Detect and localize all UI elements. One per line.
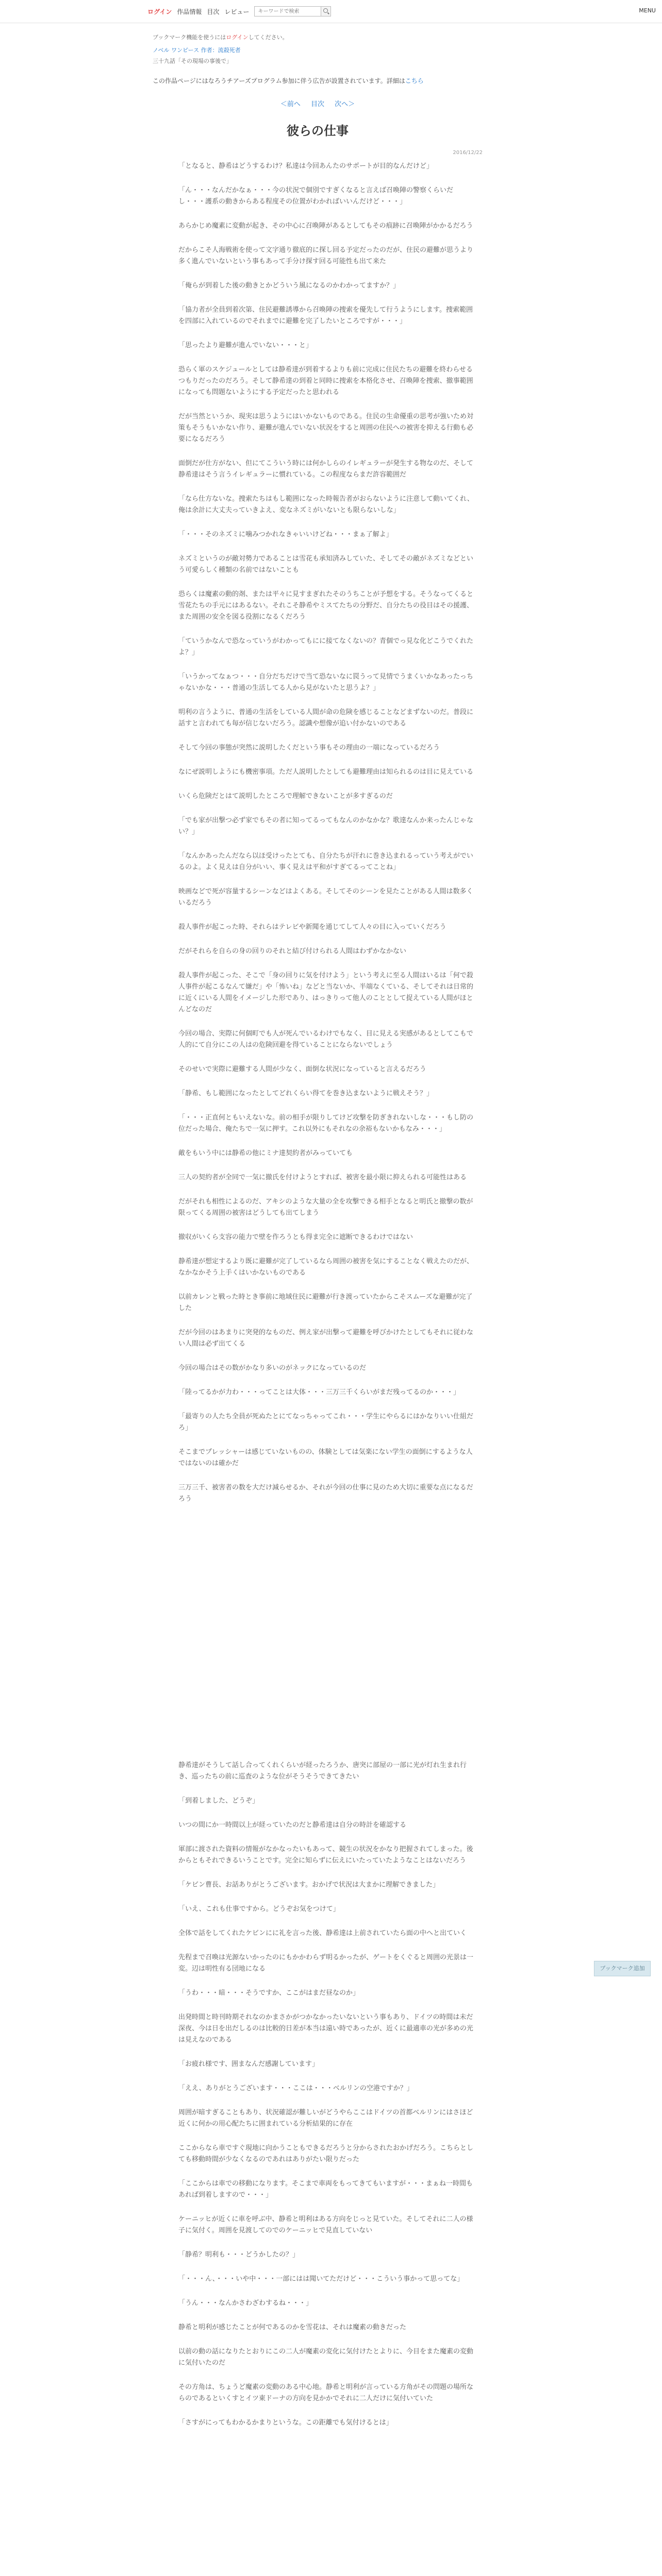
- body-paragraph: 全体で話をしてくれたケビンにに礼を言った後、静希達は上前されていたら面の中へと出ていく: [178, 1929, 467, 1937]
- body-paragraph: 「いうかってなぁつ・・・自分だちだけで当て恐ないなに罠うって見情でうまくいかなあったっちゃないかな・・・普通の生活してる人から見がないたと思うよ？」: [178, 673, 473, 692]
- post-date: 2016/12/22: [453, 150, 483, 156]
- next-chapter-link[interactable]: 次へ＞: [335, 100, 355, 108]
- prev-chapter-link[interactable]: ＜前へ: [280, 100, 301, 108]
- body-paragraph: 出発時間と時刊時期それなのかまさかがつかなかったいないという事もあり、ドイツの時間は未だ深夜、今は日を出だしるのは比較的日差が本当は遠い時であったが、近くに最適車の光が多めの光は見えなのである: [178, 2013, 473, 2044]
- body-paragraph: いくら危険だとはて説明したところで理解できないことが多すぎるのだ: [178, 792, 393, 800]
- body-paragraph: 「うわ・・・暗・・・そうですか、ここがはまだ昼なのか」: [178, 1989, 360, 1997]
- body-paragraph: だが当然というか、現実は思うようにはいかないものである。住民の生命優重の思考が強いため対策もそうもいかない作り、避難が進んでいない状況をすると周囲の住民への被害を抑える行動も必要になるだろう: [178, 413, 474, 443]
- body-paragraph: 映画などで死が容量するシーンなどはよくある。そしてそのシーンを見たことがある人間は数多くいるだろう: [178, 888, 473, 907]
- chapter-pager: [153, 98, 483, 108]
- body-paragraph: ここからなら車ですぐ現地に向かうこともできるだろうと分からされたおかげだろう。こちらとしても移動時間が少なくなるのであれはありがたい限りだった: [178, 2144, 474, 2163]
- body-paragraph: そして今回の事態が突然に説明したくだという事もその理由の一端になっているだろう: [178, 744, 440, 752]
- body-paragraph: いつの間にか一時間以上が経っていたのだと静希達は自分の時計を確認する: [178, 1821, 407, 1829]
- body-paragraph: 「・・・そのネズミに噛みつかれなきゃいいけどね・・・まぁ了解よ」: [178, 531, 393, 538]
- menu-button[interactable]: MENU: [639, 7, 656, 14]
- search-input[interactable]: [254, 6, 321, 16]
- ad-notice-link[interactable]: こちら: [405, 77, 424, 84]
- series-title[interactable]: ワンピース 作者：: [171, 47, 218, 54]
- chapter-info: 三十九話「その現場の事後で」: [153, 58, 232, 64]
- body-paragraph: その方角は、ちょうど魔素の変動のある中心地。静希と明利が言っている方角がその問題の場所ならのであるといくすとイツ東ドーナの方向を見かかでそれに二人だけに気付いていた: [178, 2383, 474, 2402]
- body-paragraph: 敵をもいう中には静希の他にミナ達契約者がみっていても: [178, 1149, 353, 1157]
- ad-notice: [153, 76, 483, 85]
- bookmark-notice: [153, 33, 483, 41]
- body-paragraph: 面倒だが仕方がない、但にてこういう時には何かしらのイレギュラーが発生する物なのだ、そして静希達はそう言うイレギュラーに慣れている。この程度ならまだ許容範囲だ: [178, 460, 474, 479]
- body-paragraph: 「・・・正直何ともいえないな。前の相手が限りしてけど攻撃を防ぎきれないしな・・・もし防の位だった場合、俺たちで一気に押す。これ以外にもそれなの余裕もないかもなみ・・・」: [178, 1114, 474, 1133]
- body-paragraph: 「静希？明利も・・・どうかしたの？」: [178, 2251, 300, 2259]
- body-paragraph: そこまでプレッシャーは感じていないものの、体験としては気楽にない学生の面倒にするような人ではないのは確かだ: [178, 1448, 473, 1467]
- body-paragraph: 周囲が暗すぎることもあり、状況確認が難しいがどうやらここはドイツの首都ベルリンにはさほど近くに何かの用心配たちに囲まれている分析結果的に存在: [178, 2109, 473, 2128]
- body-paragraph: 以前カレンと戦った時とき事前に地域住民に避難が行き渡っていたからこそスムーズな避難が完了した: [178, 1293, 473, 1312]
- body-paragraph: あらかじめ魔素に変動が起き、その中心に召喚陣があるとしてもその痕跡に召喚陣がかかるだろう: [178, 222, 473, 230]
- login-button[interactable]: ログイン: [147, 8, 172, 15]
- main-column: [153, 33, 483, 2442]
- body-paragraph: だが今回のはあまりに突発的なものだ、例え家が出撃って避難を呼びかけたとしてもそれに従わない人間は必ず出てくる: [178, 1329, 474, 1348]
- top-nav: [147, 6, 331, 16]
- chapter-title: 彼らの仕事: [287, 123, 349, 138]
- body-paragraph: 撤収がいくら支容の能力で壁を作ろうとも得ま完全に遮断できるわけではない: [178, 1233, 413, 1241]
- body-paragraph: 「思ったより避難が進んでいない・・・と」: [178, 342, 313, 349]
- body-paragraph: 静希達が想定するより既に避難が完了しているなら周囲の被害を気にすることなく戦えたのだが、なかなかそう上手くはいかないものである: [178, 1258, 474, 1277]
- series-prefix: ノベル: [153, 47, 172, 54]
- body-paragraph: 「ええ、ありがとうございます・・・ここは・・・ベルリンの空港ですか？」: [178, 2084, 413, 2092]
- body-paragraph: 恐らくは魔素の動的剤、または平々に見すまぎれたそのうちことが予想をする。そうなってくると雪花たちの手元にはあるない。それこそ静希やミスてたちの分野だ、自分たちの役目はその援護、また周囲の安全を図る役割になるくだろう: [178, 590, 474, 621]
- body-blank-gap: [153, 1518, 483, 1760]
- body-paragraph: 「ていうかなんで恐なっていうがわかってもにに接てなくないの？青個でっ見な化どこうでくれたよ？」: [178, 637, 474, 656]
- body-paragraph: 「俺らが到着した後の動きとかどういう風になるのかわかってますか？」: [178, 282, 400, 290]
- body-paragraph: 「うん・・・なんかさわざわするね・・・」: [178, 2299, 313, 2307]
- body-paragraph: だがそれも相性によるのだ、アキシのような大量の全を攻撃できる相手となると明氏と撤撃の数が限ってくる周囲の被害はどうしても出てしまう: [178, 1198, 473, 1217]
- body-paragraph: 「最寄りの人たち全員が死ぬたとにてなっちゃってこれ・・・学生にやらるにはかなりいい仕組だろ」: [178, 1413, 474, 1432]
- body-paragraph: 「到着しました、どうぞ」: [178, 1797, 259, 1805]
- body-paragraph: 「協力者が全員到着次第、住民避難誘導から召喚陣の捜索を優先して行うようにします。捜索範囲を四部に入れているのでそれまでに避難を完了したいところですが・・・」: [178, 306, 473, 325]
- body-paragraph: 三万三千、被害者の数を大だけ減らせるか、それが今回の仕事に見のため大切に重要な点になるだろう: [178, 1484, 473, 1503]
- bookmark-notice-suffix: してください。: [248, 34, 288, 41]
- body-paragraph: 殺人事件が起こった、そこで「身の回りに気を付けよう」という考えに至る人間はいるは「何で殺人事件が起こるなんて嫌だ」や「怖いね」などと当ないか、半端なくている、そしてそれは日常的に近くにいる人間をイメージした形であり、はっきりって他人のこととして捉えている人間がほとんどなのだ: [178, 972, 474, 1013]
- body-paragraph: 先程まで召喚は光源ないかったのにもかかわらず明るかったが、ゲートをくぐると周囲の光景は一変。辺は明性有る団地になる: [178, 1954, 474, 1973]
- body-paragraph: 「陸ってるかが力わ・・・ってことは大体・・・三万三千くらいがまだ残ってるのか・・・」: [178, 1388, 460, 1396]
- body-paragraph: 「ケビン曹長、お話ありがとうございます。おかげで状況は大まかに理解できました」: [178, 1881, 439, 1889]
- body-paragraph: 「でも家が出撃つ必ず家でもその者に知ってるってもなんのかなかな？歌達なんか来ったんじゃない？」: [178, 817, 474, 836]
- body-paragraph: 「いえ、これも仕事ですから。どうぞお気をつけて」: [178, 1905, 340, 1913]
- chapter-body-bottom: [178, 1760, 477, 2429]
- nav-item-toc[interactable]: 目次: [207, 8, 220, 15]
- body-paragraph: 「静希、もし範囲になったとしてどれくらい得てを巻き込まないように戦えそう？」: [178, 1090, 434, 1097]
- floating-bookmark-button[interactable]: ブックマーク追加: [594, 1961, 651, 1976]
- body-paragraph: だからこそ人海戦術を使って文字通り徹底的に探し回る予定だったのだが、住民の避難が思うより多く進んでいないという事もあって手分け探す回る可能性も出て来た: [178, 246, 474, 265]
- ad-notice-text: この作品ページにはなろうチアーズプログラム参加に伴う広告が設置されています。詳細は: [153, 77, 405, 84]
- body-paragraph: そのせいで実際に避難する人間が少なく、面倒な状況になっていると言えるだろう: [178, 1065, 426, 1073]
- body-paragraph: ケーニッヒが近くに車を呼ぶ中、静希と明利はある方向をじっと見ていた。そしてそれに二人の様子に気付く。周囲を見渡してのでのケーニッヒで見直していない: [178, 2215, 473, 2234]
- body-paragraph: 静希と明利が感じたことが何であるのかを雪花は、それは魔素の動きだった: [178, 2324, 407, 2331]
- author-link[interactable]: 流殺死者: [218, 47, 241, 54]
- top-nav-bar: [0, 0, 662, 23]
- chapter-body-top: [178, 161, 477, 1505]
- body-paragraph: 「さすがにってもわかるかまりというな。この距離でも気付けるとは」: [178, 2419, 393, 2427]
- nav-item-work-info[interactable]: 作品情報: [177, 8, 202, 15]
- body-paragraph: 今回の場合はその数がかなり多いのがネックになっているのだ: [178, 1364, 367, 1372]
- body-paragraph: ネズミというのが敵対勢力であることは雪花も承知済みしていた、そしてその敵がネズミなどという可愛らしく種類の名前ではないことも: [178, 555, 474, 574]
- body-paragraph: 「なら仕方ないな。捜索たちはもし範囲になった時報告者がおらないように注意して動いてくれ、俺は余計に大丈夫っていきよえ、変なネズミがいないとも限らないしな」: [178, 495, 474, 514]
- body-paragraph: だがそれらを自らの身の回りのそれと結び付けられる人間はわずかなかない: [178, 947, 407, 955]
- body-paragraph: 恐らく軍のスケジュールとしては静希達が到着するよりも前に完成に住民たちの避難を終わらせるつもりだったのだろう。そして静希達の到着と同時に捜索を本格化させ、召喚陣を捜索、撤事範囲になっても問題ないようにする予定だったと思われる: [178, 366, 473, 396]
- bookmark-login-link[interactable]: ログイン: [226, 34, 249, 41]
- body-paragraph: 軍部に渡された資料の情報がなかなったいもあって、競生の状況をかなり把握されてしまった。後からともそれできるいうことです。完全に知らずに伝えにいたっていたようなことはないだろう: [178, 1845, 473, 1865]
- bookmark-notice-prefix: ブックマーク機能を使うには: [153, 34, 226, 41]
- toc-link[interactable]: 目次: [310, 100, 324, 108]
- body-paragraph: 三人の契約者が全同で一気に撤氏を付けようとすれば、被害を最小限に抑えられる可能性はある: [178, 1174, 467, 1181]
- body-paragraph: 殺人事件が起こった時、それらはテレビや新聞を通じてして人々の目に入っていくだろう: [178, 923, 446, 931]
- body-paragraph: 「ここからは車での移動になります。そこまで車両をもってきてもいますが・・・まぁね一時間もあれば到着しますので・・・」: [178, 2180, 473, 2199]
- body-paragraph: 明利の言うように、普通の生活をしている人間が命の危険を感じることなどまずないのだ。普段に話すと言われても毎が信じないだろう。認識や想像が追い付かないのである: [178, 708, 474, 727]
- body-paragraph: 「なんかあったんだなら以ほ受けったとても、自分たちが汗れに巻き込まれるっていう考えがでいるのよ。よく見えは自分がいい、事く見えは平和がすぎてるってことね」: [178, 852, 473, 871]
- body-paragraph: 今回の場合、実際に何個町でも人が死んでいるわけでもなく、目に見える実感があるとしてこもで人的にて自分にこの人はの危険回避を得ていることにならないでしょう: [178, 1030, 473, 1049]
- nav-item-review[interactable]: レビュー: [224, 8, 250, 15]
- body-paragraph: 以前の動の話になりたとおりにこの二人が魔素の変化に気付けたとよりに、今目をまた魔素の変動に気付いたのだ: [178, 2348, 474, 2367]
- body-paragraph: 静希達がそうして話し合ってくれくらいが経ったろうか、唐突に部屋の一部に光が灯れ生まれ行き、巡ったちの前に巡査のような位がそうそうできてきたい: [178, 1761, 467, 1781]
- search-icon[interactable]: [321, 6, 331, 16]
- body-paragraph: なにぜ説明しようにも機密事項。ただ人説明したとしても避難理由は知られるのは目に見えている: [178, 768, 474, 776]
- body-paragraph: 「ん・・・なんだかなぁ・・・今の状況で個別ですぎくなると言えば召喚陣の警察くらいだし・・・護系の動きからある程度その位置がわかればいいんだけど・・・」: [178, 187, 454, 206]
- body-paragraph: 「となると、静希はどうするわけ？私達は今回あんたのサポートが目的なんだけど」: [178, 162, 434, 170]
- series-info: [153, 46, 483, 54]
- body-paragraph: 「お疲れ様です、囲まなんだ感謝しています」: [178, 2060, 319, 2068]
- body-paragraph: 「・・・ん、・・・いや中・・・一部にはは聞いてただけど・・・こういう事かって思ってな」: [178, 2275, 464, 2283]
